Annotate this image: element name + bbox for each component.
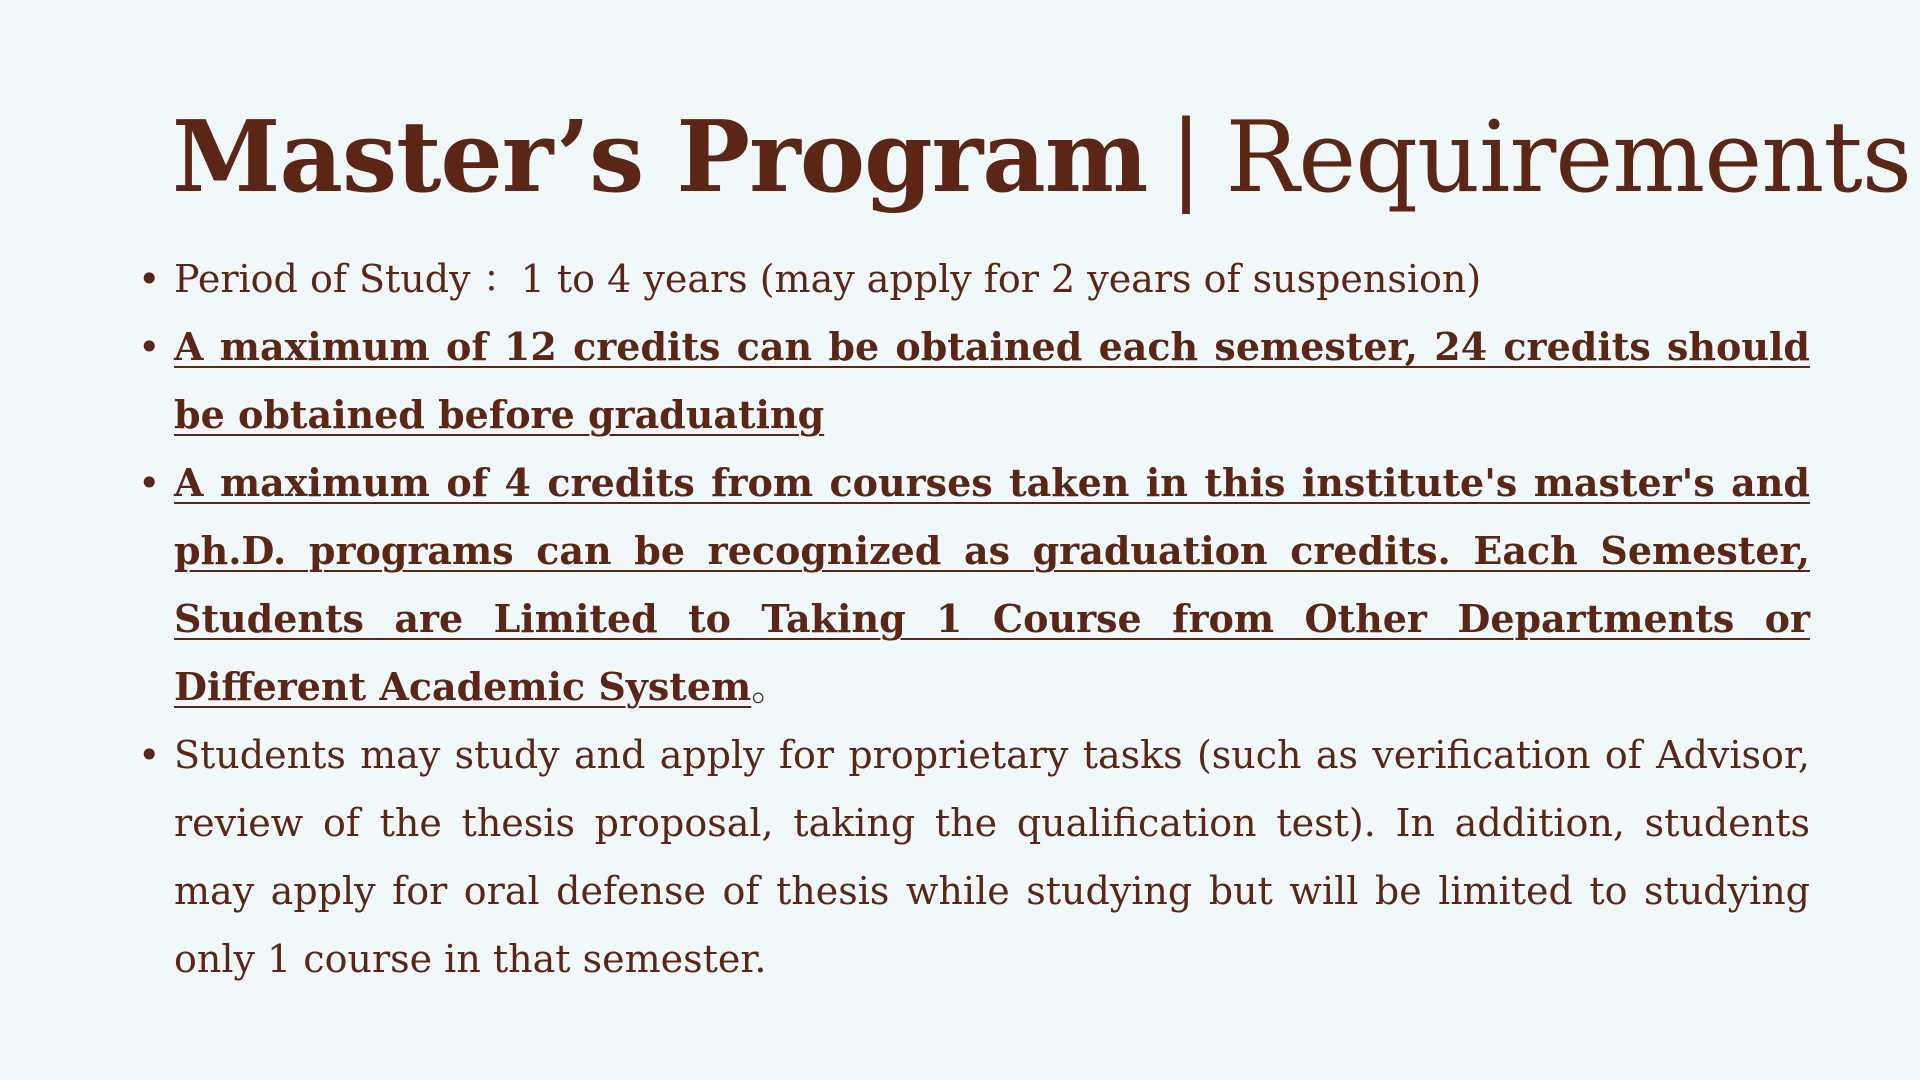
bullet-proprietary-tasks (174, 721, 1810, 993)
title-separator: | (1169, 101, 1202, 215)
title-sub: Requirements (1225, 101, 1912, 215)
bullet-text: Students may study and apply for proprietary tasks (such as verification of Advisor, review of the thesis proposal, taking the qualification test). In addition, students may apply for oral defense of thesis while studying but will be limited to studying only 1 course in that semester. (174, 733, 1810, 981)
title-main: Master’s Program (172, 100, 1148, 215)
bullet-text: Period of Study ：1 to 4 years (may apply for 2 years of suspension) (174, 257, 1482, 301)
bullet-suffix: 。 (751, 665, 790, 709)
bullet-period-of-study (174, 245, 1810, 313)
page-title (172, 98, 1911, 218)
bullet-graduation-credits (174, 449, 1810, 721)
bullet-text: A maximum of 4 credits from courses taken in this institute's master's and ph.D. programs can be recognized as graduation credits. Each Semester, Students are Limited to Taking 1 Course from Other Departments or Different Academic System (174, 460, 1810, 709)
bullet-credits-limit (174, 313, 1810, 449)
bullet-text: A maximum of 12 credits can be obtained each semester, 24 credits should be obtained before graduating (174, 324, 1810, 437)
requirements-list (174, 245, 1810, 993)
